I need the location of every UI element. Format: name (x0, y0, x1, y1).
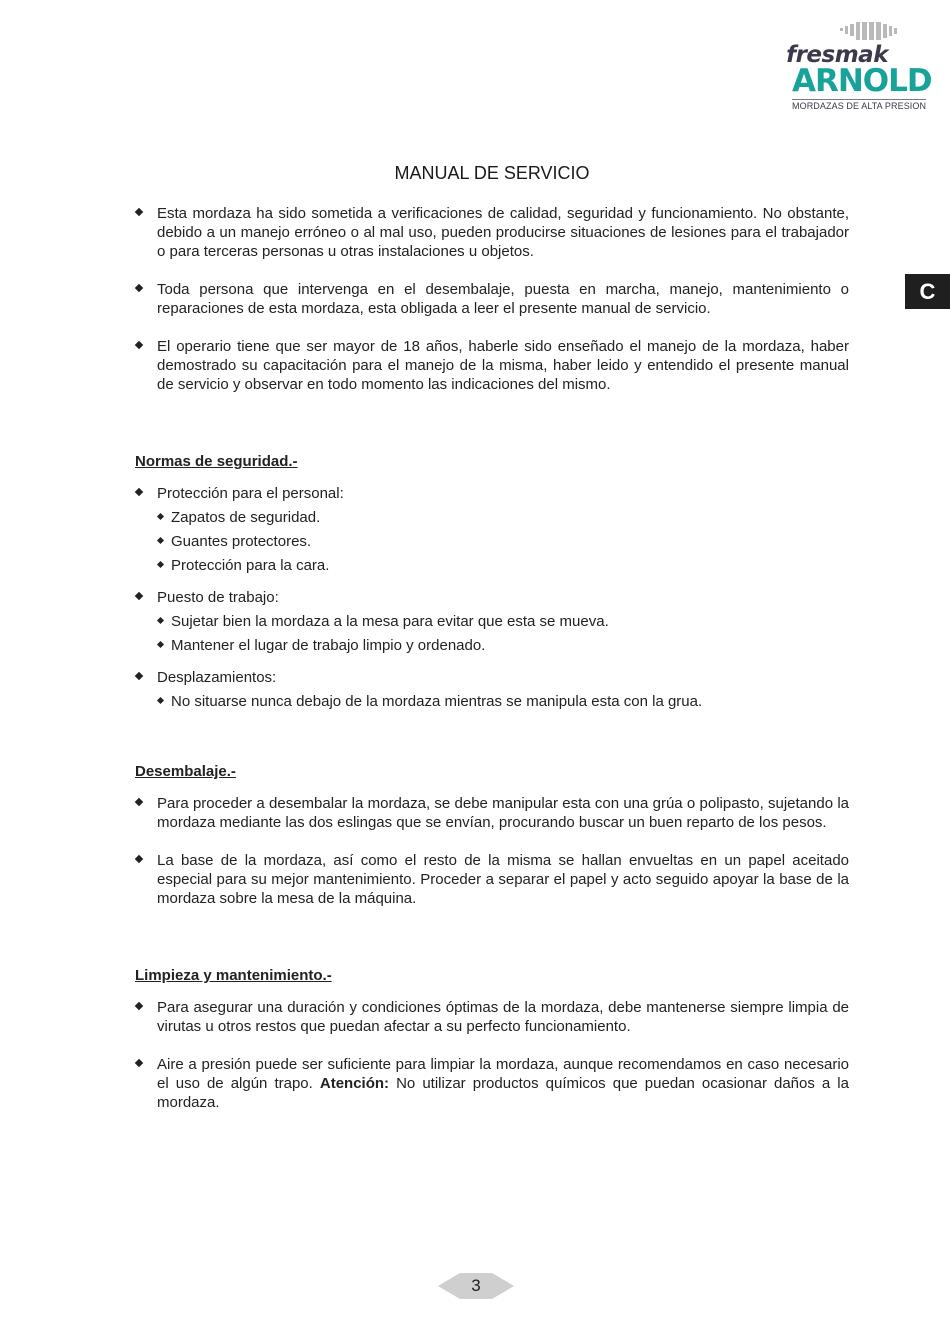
normas-sub-list (157, 612, 849, 655)
normas-group (135, 668, 849, 711)
normas-group (135, 588, 849, 655)
intro-paragraph (135, 280, 849, 318)
normas-sub-list (157, 508, 849, 575)
attention-label: Atención: (319, 1075, 390, 1092)
page-number-text: 3 (471, 1276, 481, 1295)
normas-sub-list (157, 692, 849, 711)
intro-text: El operario tiene que ser mayor de 18 años, haberle sido enseñado el manejo de la mordaza, haber demostrado su capacitación para el manejo de la misma, haber leido y entendido el presente manual de servicio y observar en todo momento las indicaciones del mismo. (157, 338, 849, 393)
bullet-diamond-icon (157, 697, 164, 704)
section-heading-limpieza: Limpieza y mantenimiento.- (135, 967, 332, 984)
desembalaje-text: Para proceder a desembalar la mordaza, se debe manipular esta con una grúa o polipasto, sujetando la mordaza mediante las dos eslingas que se envían, procurando buscar un buen reparto de los pesos. (157, 795, 849, 831)
bullet-diamond-icon (135, 341, 143, 349)
intro-text: Toda persona que intervenga en el desembalaje, puesta en marcha, manejo, mantenimiento o reparaciones de esta mordaza, esta obligada a leer el presente manual de servicio. (157, 281, 849, 317)
intro-paragraph (135, 337, 849, 394)
intro-text: Esta mordaza ha sido sometida a verificaciones de calidad, seguridad y funcionamiento. No obstante, debido a un manejo erróneo o al mal uso, pueden producirse situaciones de lesiones para el trabajador o para terceras personas u otras instalaciones u objetos. (157, 205, 849, 260)
document-body (135, 204, 849, 1131)
limpieza-text: Aire a presión puede ser suficiente para limpiar la mordaza, aunque recomendamos en caso necesario el uso de algún trapo. (157, 1056, 849, 1092)
logo-arnold: ARNOLD (792, 63, 932, 99)
bullet-diamond-icon (135, 488, 143, 496)
logo-grid-icon (840, 22, 900, 42)
limpieza-paragraph (135, 998, 849, 1036)
bullet-diamond-icon (135, 1002, 143, 1010)
list-item-text: Zapatos de seguridad. (171, 509, 321, 526)
list-item (157, 556, 849, 575)
bullet-diamond-icon (157, 513, 164, 520)
section-heading-normas: Normas de seguridad.- (135, 453, 298, 470)
list-item-text: No situarse nunca debajo de la mordaza mientras se manipula esta con la grua. (171, 693, 703, 710)
list-item (157, 508, 849, 527)
normas-group-label: Protección para el personal: (157, 485, 344, 502)
list-item-text: Guantes protectores. (171, 533, 312, 550)
page-title: MANUAL DE SERVICIO (394, 163, 590, 183)
logo-fresmak: fresmak (786, 42, 888, 68)
list-item (157, 612, 849, 631)
normas-group-label: Puesto de trabajo: (157, 589, 279, 606)
list-item (157, 636, 849, 655)
list-item (157, 532, 849, 551)
normas-group (135, 484, 849, 575)
normas-group-label: Desplazamientos: (157, 669, 277, 686)
section-tab: C (905, 274, 950, 309)
bullet-diamond-icon (135, 672, 143, 680)
logo-tagline: MORDAZAS DE ALTA PRESION (792, 101, 927, 111)
limpieza-text: No utilizar productos químicos que puedan ocasionar daños a la mordaza. (157, 1075, 849, 1111)
desembalaje-text: La base de la mordaza, así como el resto de la misma se hallan envueltas en un papel aceitado especial para su mejor mantenimiento. Proceder a separar el papel y acto seguido apoyar la base de la mordaza sobre la mesa de la máquina. (157, 852, 849, 907)
list-item-text: Sujetar bien la mordaza a la mesa para evitar que esta se mueva. (171, 613, 609, 630)
intro-paragraph (135, 204, 849, 261)
bullet-diamond-icon (135, 208, 143, 216)
desembalaje-paragraph (135, 794, 849, 832)
limpieza-text: Para asegurar una duración y condiciones óptimas de la mordaza, debe mantenerse siempre limpia de virutas u otros restos que puedan afectar a su perfecto funcionamiento. (157, 999, 849, 1035)
brand-logo (778, 20, 932, 112)
section-heading-desembalaje: Desembalaje.- (135, 763, 236, 780)
limpieza-paragraph (135, 1055, 849, 1112)
desembalaje-paragraph (135, 851, 849, 908)
list-item (157, 692, 849, 711)
bullet-diamond-icon (135, 798, 143, 806)
page-number (438, 1273, 514, 1299)
bullet-diamond-icon (157, 617, 164, 624)
bullet-diamond-icon (135, 1059, 143, 1067)
bullet-diamond-icon (135, 284, 143, 292)
bullet-diamond-icon (157, 561, 164, 568)
bullet-diamond-icon (135, 855, 143, 863)
list-item-text: Mantener el lugar de trabajo limpio y ordenado. (171, 637, 486, 654)
bullet-diamond-icon (135, 592, 143, 600)
bullet-diamond-icon (157, 537, 164, 544)
list-item-text: Protección para la cara. (171, 557, 330, 574)
bullet-diamond-icon (157, 641, 164, 648)
